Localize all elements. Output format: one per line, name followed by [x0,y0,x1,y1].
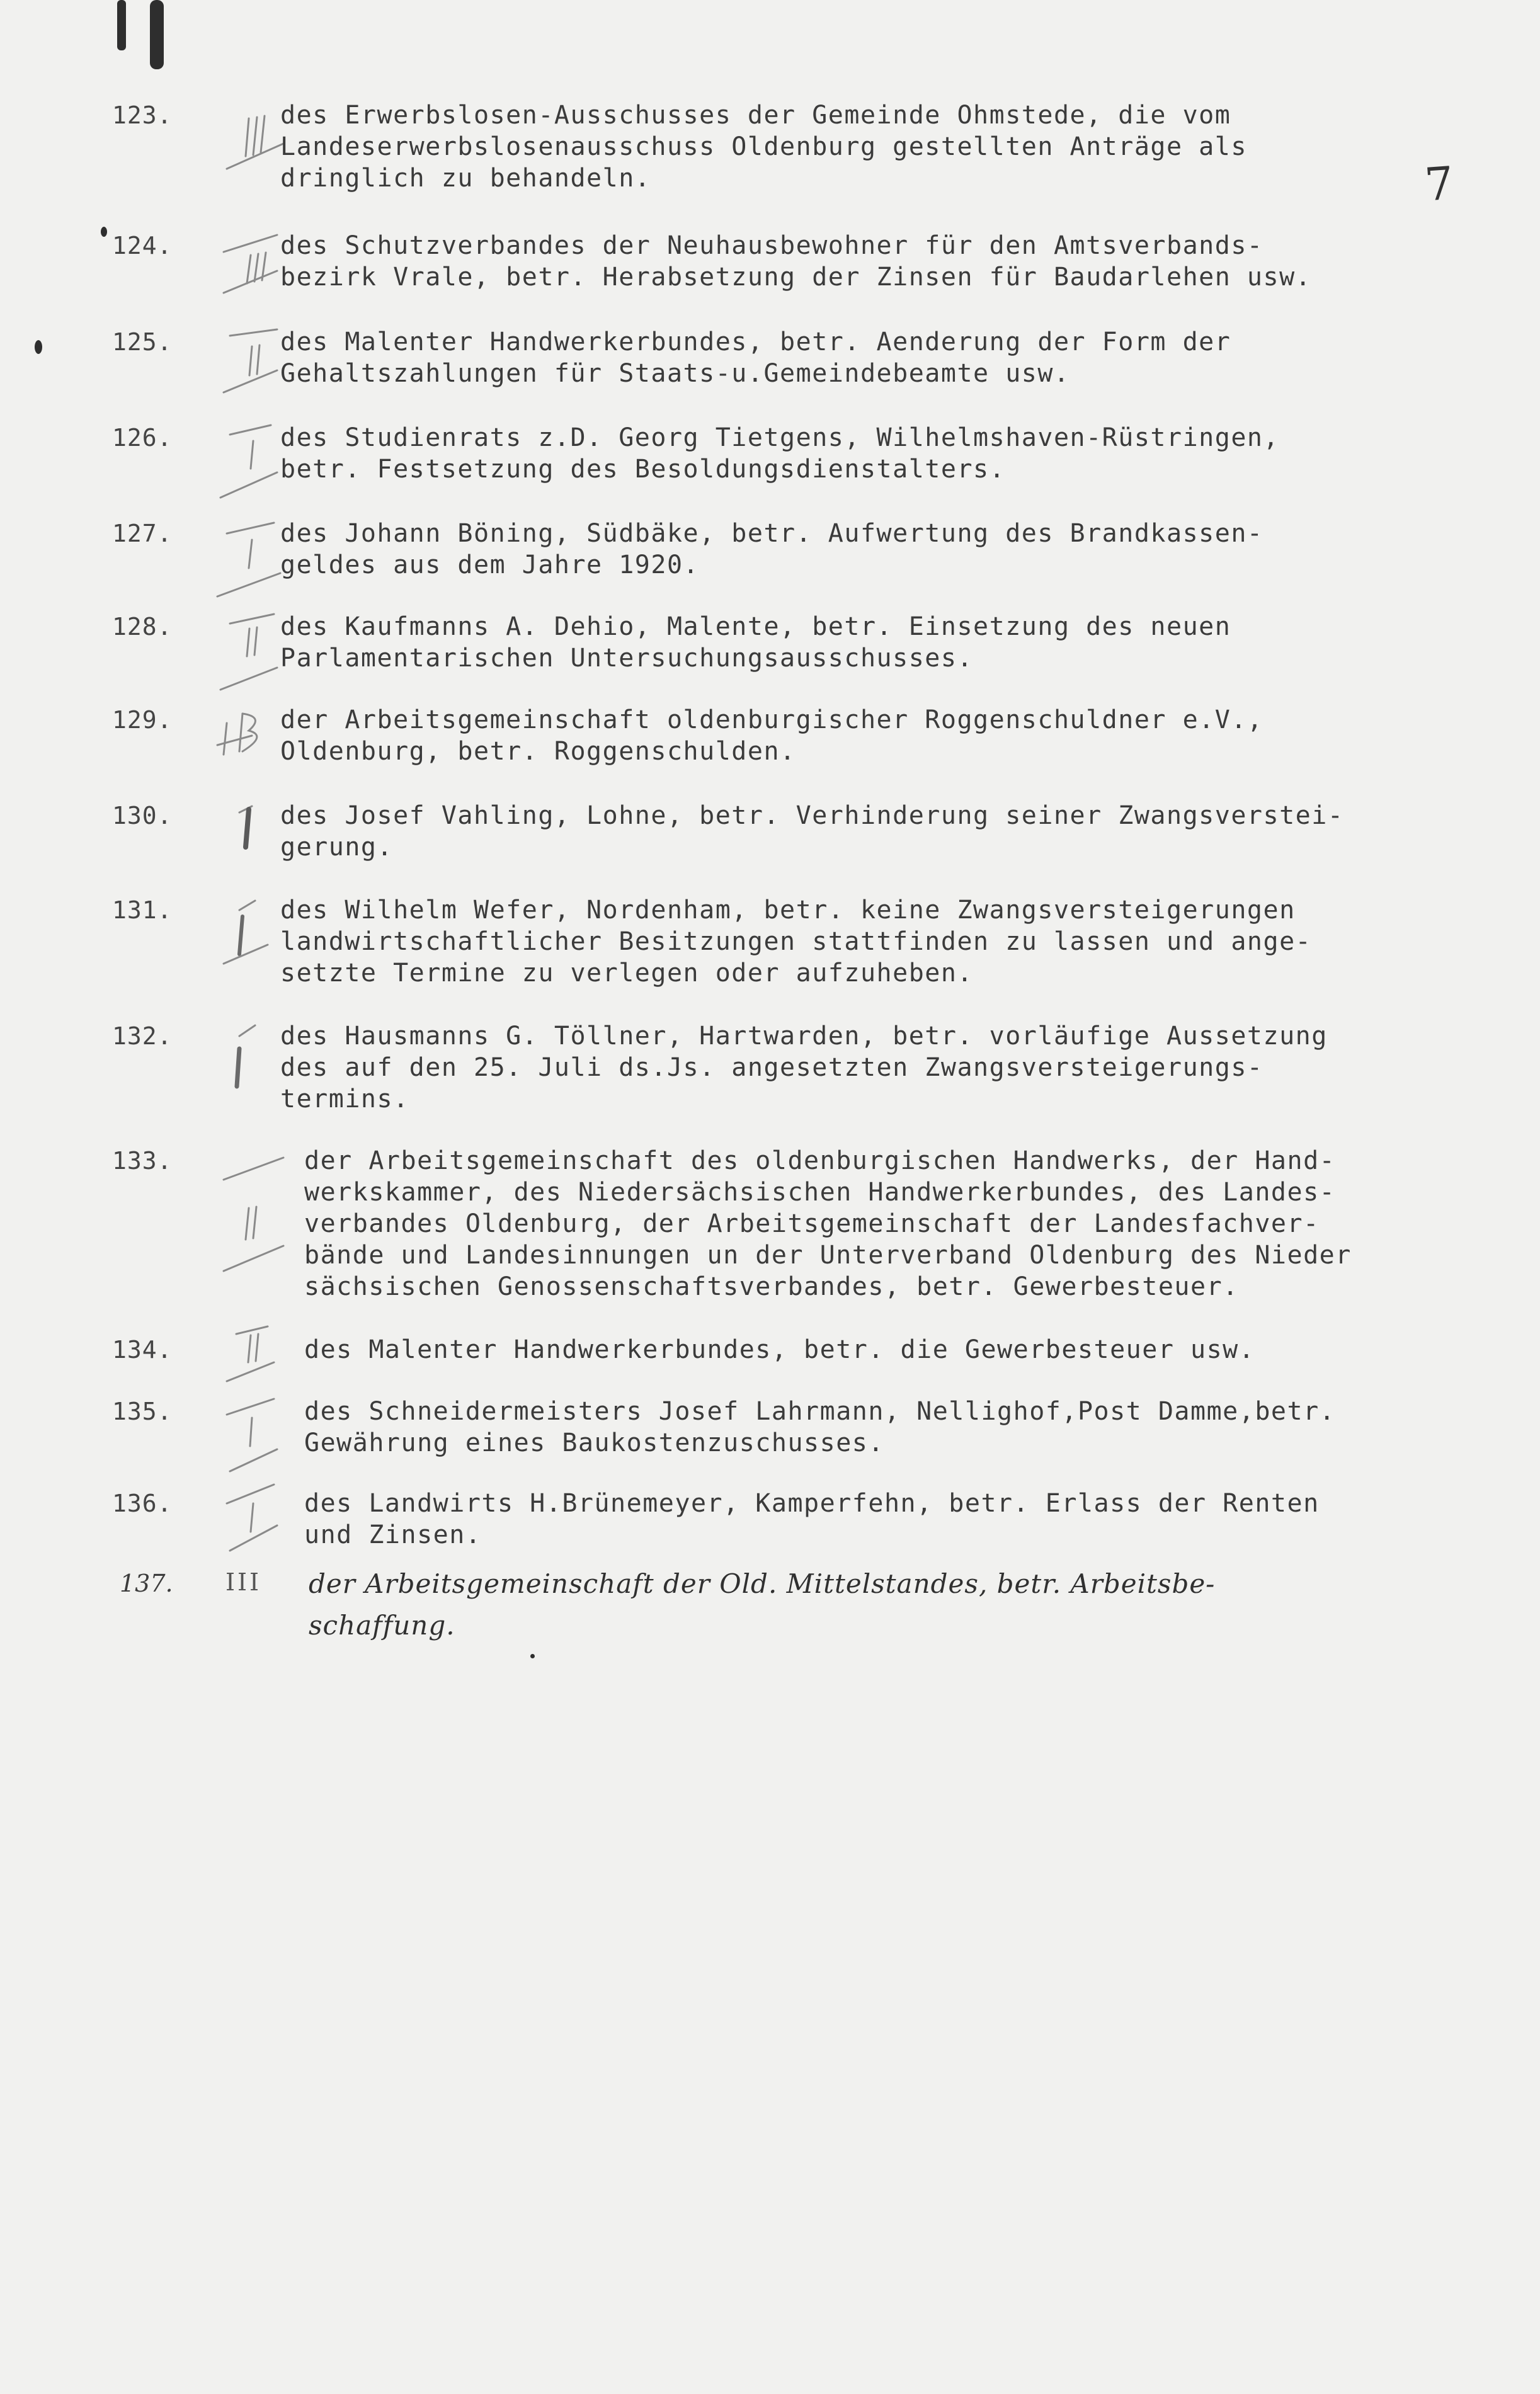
entry-number: 134. [112,1336,173,1364]
entry-number: 131. [112,896,173,924]
entry-number: 132. [112,1022,173,1050]
ink-dot [101,227,107,237]
entry-number: 123. [112,101,173,129]
check-mark-icon [214,1020,290,1102]
entry-text: des Malenter Handwerkerbundes, betr. die Gewerbesteuer usw. [304,1335,1255,1364]
page-number: 7 [1423,156,1456,212]
punch-mark [117,0,126,50]
check-mark-icon [214,800,290,882]
check-mark-icon [214,611,290,693]
check-mark-icon [214,230,290,312]
ink-dot [35,340,42,354]
entry-text: des Malenter Handwerkerbundes, betr. Aenderung der Form der Gehaltszahlungen für Staats-u.Gemeindebeamte usw. [280,328,1231,388]
entry-number: 128. [112,613,173,641]
check-mark-icon [214,704,290,786]
entry-number: 136. [112,1490,173,1517]
entry-number: 135. [112,1398,173,1425]
entry-text: des Schneidermeisters Josef Lahrmann, Nellighof,Post Damme,betr. Gewährung eines Baukostenzuschusses. [304,1397,1336,1457]
entry-text: des Wilhelm Wefer, Nordenham, betr. keine Zwangsversteigerungen landwirtschaftlicher Besitzungen stattfinden zu lassen und ange- setzte Termine zu verlegen oder aufzuheben. [280,896,1312,988]
entry-number: 129. [112,706,173,734]
check-mark-icon [214,1396,290,1478]
entry-number: 127. [112,520,173,547]
entry-text: des Josef Vahling, Lohne, betr. Verhinderung seiner Zwangsverstei- gerung. [280,801,1344,862]
entry-text: des Kaufmanns A. Dehio, Malente, betr. Einsetzung des neuen Parlamentarischen Untersuchungsausschusses. [280,612,1231,673]
entry-text: der Arbeitsgemeinschaft der Old. Mittelstandes, betr. Arbeitsbe- schaffung. [309,1568,1216,1641]
check-mark-icon [214,1488,290,1570]
entry-number: 137. [120,1570,173,1597]
entry-mark: III [225,1568,262,1596]
entry-number: 133. [112,1147,173,1175]
punch-mark [150,0,164,69]
entry-text: des Studienrats z.D. Georg Tietgens, Wilhelmshaven-Rüstringen, betr. Festsetzung des Besoldungsdienstalters. [280,423,1280,484]
entry-number: 126. [112,424,173,452]
check-mark-icon [214,326,290,408]
entry-number: 124. [112,232,173,259]
entry-text: der Arbeitsgemeinschaft oldenburgischer Roggenschuldner e.V., Oldenburg, betr. Roggenschulden. [280,705,1263,766]
check-mark-icon [214,422,290,504]
check-mark-icon [214,518,290,600]
entry-text: der Arbeitsgemeinschaft des oldenburgischen Handwerks, der Hand- werkskammer, des Niedersächsischen Handwerkerbundes, des Landes- verbandes Oldenburg, der Arbeitsgemeinschaft der Landesfachver- bände und Landesinnungen un der Unterverband Oldenburg des Nieder sächsischen Genossenschaftsverbandes, betr. Gewerbesteuer. [304,1146,1352,1301]
check-mark-icon [214,1145,290,1309]
entry-text: des Schutzverbandes der Neuhausbewohner für den Amtsverbands- bezirk Vrale, betr. Herabsetzung der Zinsen für Baudarlehen usw. [280,231,1312,292]
check-mark-icon [214,100,290,181]
check-mark-icon [214,894,290,976]
entry-number: 125. [112,328,173,356]
entry-text: des Landwirts H.Brünemeyer, Kamperfehn, betr. Erlass der Renten und Zinsen. [304,1489,1320,1549]
entry-text: des Erwerbslosen-Ausschusses der Gemeinde Ohmstede, die vom Landeserwerbslosenausschuss Oldenburg gestellten Anträge als dringlich zu behandeln. [280,101,1247,193]
entry-text: des Johann Böning, Südbäke, betr. Aufwertung des Brandkassen- geldes aus dem Jahre 1920. [280,519,1263,579]
ink-dot [530,1654,535,1658]
entry-text: des Hausmanns G. Töllner, Hartwarden, betr. vorläufige Aussetzung des auf den 25. Juli ds.Js. angesetzten Zwangsversteigerungs- termins. [280,1022,1328,1114]
entry-number: 130. [112,802,173,829]
